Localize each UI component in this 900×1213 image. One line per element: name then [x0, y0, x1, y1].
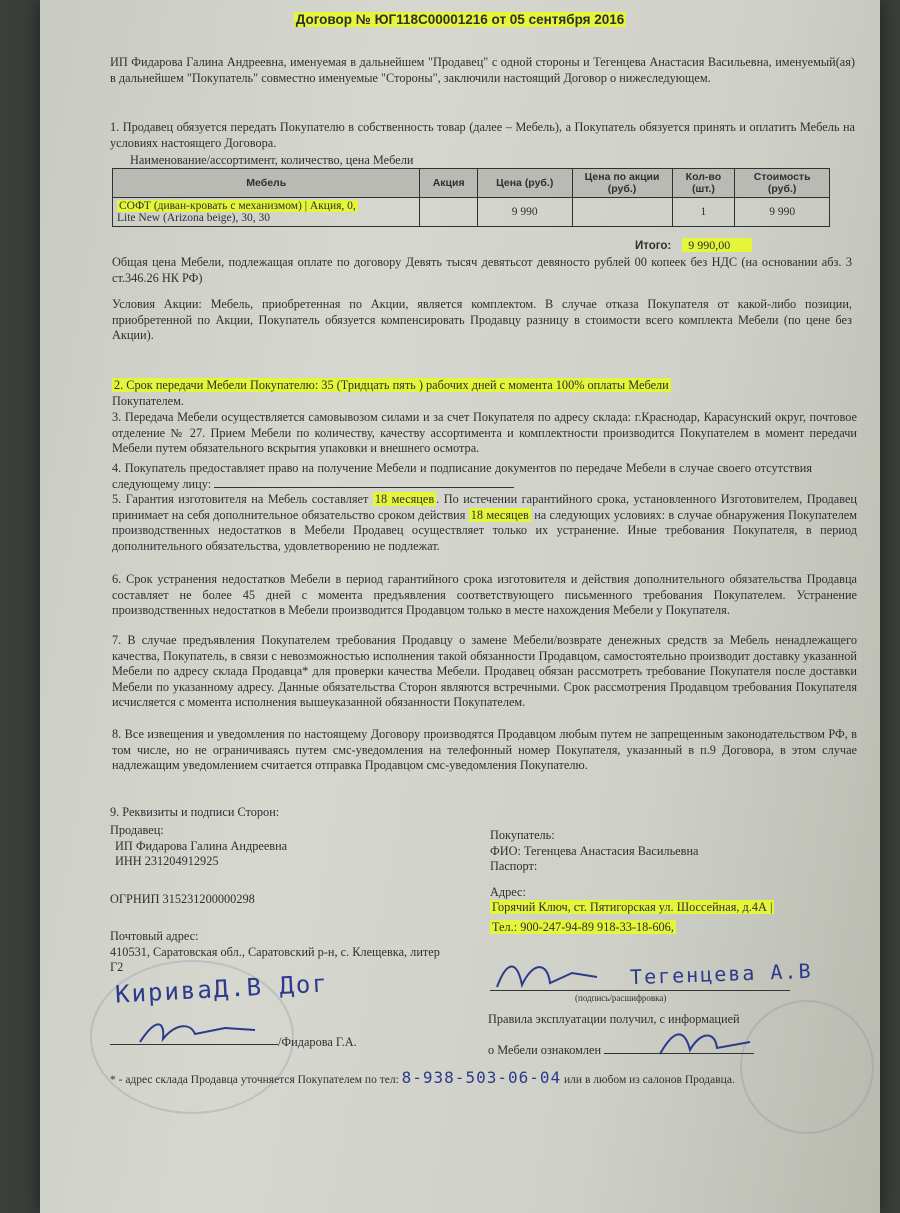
table-header-row	[113, 169, 830, 198]
col-qty: Кол-во (шт.)	[672, 169, 735, 198]
section-1-text: 1. Продавец обязуется передать Покупателю в собственность товар (далее – Мебель), а Покупатель обязуется принять и оплатить Мебель на условиях настоящего Договора.	[110, 120, 855, 150]
section-6: 6. Срок устранения недостатков Мебели в период гарантийного срока изготовителя и действия дополнительного обязательства Продавца составляет не более 45 дней с момента предъявления соответствующего письменного требования Покупателем. Устранение производственных недостатков в Мебели производится Продавцом только в месте нахождения Мебели у Покупателя.	[112, 572, 857, 617]
rules-signature	[655, 1022, 755, 1062]
warranty-term-2: 18 месяцев	[470, 507, 529, 522]
buyer-signature	[492, 955, 602, 995]
buyer-fio: ФИО: Тегенцева Анастасия Васильевна	[490, 843, 699, 858]
contract-number: ЮГ118С00001216	[374, 12, 488, 27]
section-5	[112, 492, 857, 554]
seller-postal-address: 410531, Саратовская обл., Саратовский р-н, с. Клещевка, литер Г2	[110, 944, 440, 974]
col-furniture: Мебель	[113, 169, 420, 198]
seller-inn: ИНН 231204912925	[115, 854, 219, 868]
footnote-handwritten-phone: 8-938-503-06-04	[401, 1068, 562, 1087]
table-total	[635, 238, 835, 253]
col-promo: Акция	[420, 169, 477, 198]
seller-signature	[135, 1014, 265, 1048]
section-5-c: на следующих условиях: в случае обнаружения Покупателем производственных недостатков в Мебели Продавец осуществляет только их устранение. Иные требования Покупателя, в период дополнительного обязательства, удовлетворению не подлежат.	[112, 507, 857, 553]
buyer-address	[490, 900, 810, 916]
cell-cost: 9 990	[735, 198, 830, 227]
col-promo-price: Цена по акции (руб.)	[572, 169, 672, 198]
section-5-a: 5. Гарантия изготовителя на Мебель составляет	[112, 492, 369, 506]
table-row	[113, 198, 830, 227]
buyer-handwritten-name: Тегенцева А.В	[629, 958, 813, 990]
section-3: 3. Передача Мебели осуществляется самовывозом силами и за счет Покупателя по адресу склада: г.Краснодар, Карасунский округ, почтовое отделение № 27. Прием Мебели по количеству, качеству ассортимента и комплектности производится Покупателем в момент передачи Мебели путем обязательного вскрытия упаковки и внешнего осмотра.	[112, 410, 857, 455]
cell-promo	[420, 198, 477, 227]
section-2-highlight: 2. Срок передачи Мебели Покупателю: 35 (Тридцать пять ) рабочих дней с момента 100% оплаты Мебели	[114, 378, 669, 392]
seller-handwritten-note: КириваД.В Дог	[114, 969, 330, 1009]
section-4-text: 4. Покупатель предоставляет право на получение Мебели и подписание документов по передаче Мебели в случае своего отсутствия следующему лицу:	[112, 461, 812, 491]
section-2	[112, 378, 857, 409]
buyer-address-label: Адрес:	[490, 884, 526, 899]
seller-ogrnip: ОГРНИП 315231200000298	[110, 891, 255, 906]
buyer-heading: Покупатель:	[490, 828, 555, 842]
contract-page	[40, 0, 880, 1213]
cell-price: 9 990	[477, 198, 572, 227]
section-9-title: 9. Реквизиты и подписи Сторон:	[110, 805, 280, 819]
footnote-after: или в любом из салонов Продавца.	[564, 1074, 735, 1086]
seller-heading: Продавец:	[110, 823, 164, 837]
contract-title-highlight	[294, 12, 627, 27]
buyer-passport: Паспорт:	[490, 859, 538, 873]
seller-postal-label: Почтовый адрес:	[110, 929, 199, 943]
contract-date: от 05 сентября 2016	[491, 12, 625, 27]
cell-qty: 1	[672, 198, 735, 227]
cell-furniture	[113, 198, 420, 227]
seller-block	[110, 823, 470, 976]
col-cost: Стоимость (руб.)	[735, 169, 830, 198]
section-5-b: . По истечении гарантийного срока, установленного Изготовителем, Продавец принимает на себя дополнительное обязательство сроком действия	[112, 492, 857, 522]
cell-promo-price	[572, 198, 672, 227]
seller-name: ИП Фидарова Галина Андреевна	[115, 838, 288, 853]
section-4	[112, 461, 812, 492]
intro-paragraph: ИП Фидарова Галина Андреевна, именуемая в дальнейшем "Продавец" с одной стороны и Тегенцева Анастасия Васильевна, именуемый(ая) в дальнейшем "Покупатель" совместно именуемые "Стороны", заключили настоящий Договор о нижеследующем.	[110, 55, 855, 85]
warranty-term-1: 18 месяцев	[374, 492, 435, 506]
footnote	[110, 1068, 870, 1087]
title-prefix: Договор №	[295, 12, 375, 27]
total-label: Итого:	[635, 240, 672, 252]
items-table	[112, 168, 830, 227]
buyer-phone	[490, 920, 810, 936]
seller-signature-area	[110, 1020, 410, 1050]
furniture-name-highlight: СОФТ (диван-кровать с механизмом) | Акция, 0,	[119, 200, 356, 212]
buyer-phone-highlight: Тел.: 900-247-94-89 918-33-18-606,	[492, 919, 674, 934]
amount-in-words: Общая цена Мебели, подлежащая оплате по договору Девять тысяч девятьсот девяносто рублей 00 копеек без НДС (на основании абз. 3 ст.346.26 НК РФ)	[112, 255, 852, 285]
total-value: 9 990,00	[682, 238, 752, 252]
buyer-block	[490, 828, 810, 935]
rules-received-text: о Мебели ознакомлен	[488, 1043, 602, 1057]
col-price: Цена (руб.)	[477, 169, 572, 198]
rules-received-line-2	[488, 1043, 818, 1059]
furniture-name-rest: Lite New (Arizona beige), 30, 30	[117, 212, 270, 224]
seller-signature-line	[110, 1044, 278, 1045]
table-caption: Наименование/ассортимент, количество, цена Мебели	[130, 153, 414, 167]
seller-signature-caption: /Фидарова Г.А.	[278, 1035, 357, 1049]
rules-received-line-1: Правила эксплуатации получил, с информацией	[488, 1012, 740, 1026]
promo-terms: Условия Акции: Мебель, приобретенная по Акции, является комплектом. В случае отказа Покупателя от какой-либо позиции, приобретенной по Акции, Покупатель обязуется компенсировать Продавцу разницу в стоимости всего комплекта Мебели (по цене без Акции).	[112, 297, 852, 342]
footnote-before: * - адрес склада Продавца уточняется Покупателем по тел:	[110, 1074, 399, 1086]
section-2-rest: Покупателем.	[112, 393, 184, 408]
buyer-address-highlight: Горячий Ключ, ст. Пятигорская ул. Шоссейная, д.4А |	[492, 900, 773, 914]
proxy-name-line	[214, 477, 514, 488]
contract-title	[40, 12, 880, 27]
section-8: 8. Все извещения и уведомления по настоящему Договору производятся Продавцом любым путем не запрещенным законодательством РФ, в том числе, но не ограничиваясь путем смс-уведомления на телефонный номер Покупателя, указанный в п.9 Договора, в этом случае надлежащим уведомлением считается отправка Продавцом смс-уведомления Покупателю.	[112, 727, 857, 772]
buyer-signature-line	[490, 990, 790, 991]
section-7: 7. В случае предъявления Покупателем требования Продавцу о замене Мебели/возврате денежных средств за Мебель ненадлежащего качества, Покупатель, в связи с невозможностью исполнения такой обязанности Продавцом, самостоятельно производит доставку указанной Мебели по адресу склада Продавца* для проверки качества Мебели. Продавец обязан рассмотреть требование Покупателя после доставки Мебели по указанному адресу. Данные обязательства Сторон являются встречными. Срок рассмотрения Продавцом требования Покупателя исчисляется с момента исполнения вышеуказанной обязанности Покупателем.	[112, 633, 857, 709]
buyer-signature-caption: (подпись/расшифровка)	[575, 993, 667, 1003]
